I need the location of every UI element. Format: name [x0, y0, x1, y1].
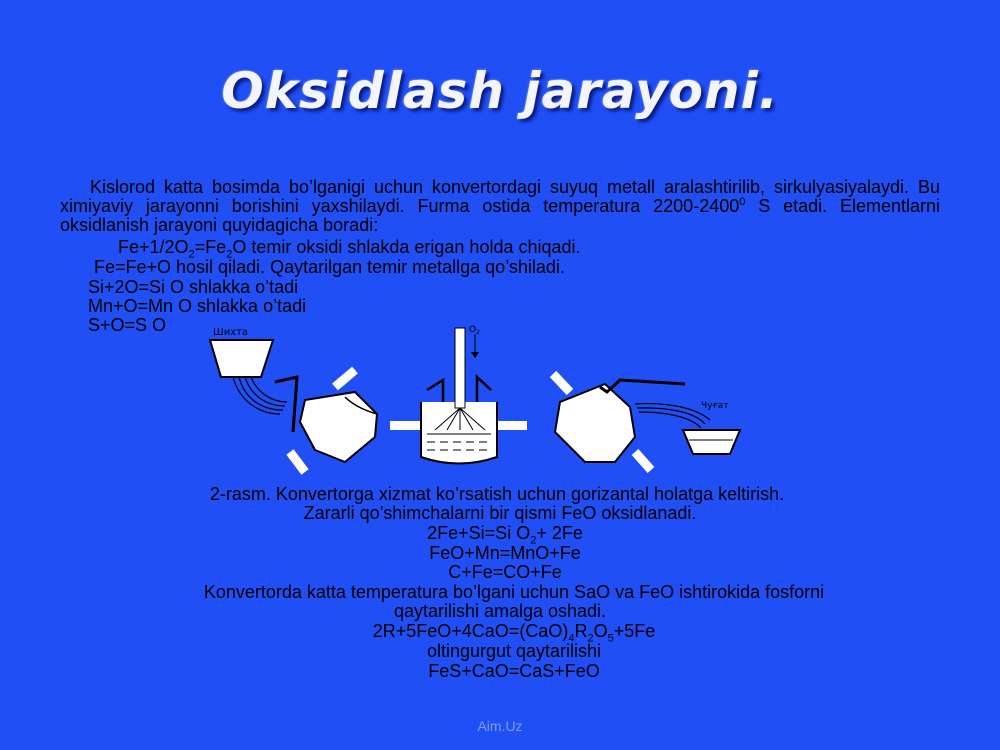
figure-caption: 2-rasm. Konvertorga xizmat ko’rsatish uchun gorizantal holatga keltirish.: [209, 484, 785, 504]
converter-tilted-left: [275, 370, 377, 472]
label-oxygen-symbol: O: [469, 325, 477, 335]
reaction-iron-oxide: [118, 237, 581, 261]
slide-title: Oksidlash jarayoni.: [221, 62, 779, 120]
equation-part: R: [574, 621, 588, 641]
label-oxygen-subscript: 2: [476, 329, 480, 336]
equation-part: +5Fe: [613, 621, 656, 641]
equation-subscript: 2: [530, 534, 537, 547]
equation-sulfur: FeS+CaO=CaS+FeO: [428, 661, 600, 681]
equation-carbon: C+Fe=CO+Fe: [448, 562, 562, 582]
equation-subscript: 4: [568, 632, 575, 645]
caption-sulfur-note: oltingurgut qaytarilishi: [426, 641, 602, 661]
reaction-part: Fe+1/2O: [118, 237, 189, 257]
converter-upright: [390, 328, 527, 464]
converter-tilted-right: [553, 374, 710, 470]
reaction-subscript: 2: [188, 248, 195, 261]
equation-phosphorus: [14, 621, 1000, 645]
equation-manganese: FeO+Mn=MnO+Fe: [429, 543, 581, 563]
intro-text-end: S etadi. Elementlarni oksidlanish jarayoni quyidagicha boradi:: [60, 196, 941, 235]
equation-subscript: 5: [607, 632, 614, 645]
caption-phosphorus-note: Konvertorda katta temperatura bo’lgani uchun SaO va FeO ishtirokida fosforni: [203, 582, 825, 602]
equation-part: 2R+5FeO+4CaO=(CaO): [372, 621, 569, 641]
reaction-subscript: 2: [226, 248, 233, 261]
equation-silicon: [5, 523, 1000, 547]
label-oxygen: [469, 325, 480, 336]
reaction-part: =Fe: [194, 237, 227, 257]
footer-credit: Aim.Uz: [477, 718, 523, 734]
converter-diagram: [205, 322, 765, 482]
reaction-silicon: Si+2O=Si O shlakka o’tadi: [88, 277, 299, 297]
reaction-sulfur: S+O=S O: [88, 315, 167, 335]
reaction-iron: Fe=Fe+O hosil qiladi. Qaytarilgan temir metallga qo’shiladi.: [94, 257, 565, 277]
caption-feo-note: Zararli qo’shimchalarni bir qismi FeO oksidlanadi.: [303, 503, 697, 523]
label-shixta: Шихта: [213, 327, 249, 338]
equation-part: 2Fe+Si=Si O: [427, 523, 531, 543]
reaction-manganese: Mn+O=Mn O shlakka o’tadi: [88, 296, 307, 316]
equation-part: + 2Fe: [536, 523, 583, 543]
intro-paragraph: [60, 178, 940, 235]
equation-subscript: 2: [587, 632, 594, 645]
intro-text-start: Kislorod katta bosimda bo’lganigi uchun konvertordagi suyuq metall aralashtirilib, sirkulyasiyalaydi. Bu ximiyaviy jarayonni borishini yaxshilaydi. Furma ostida temperatura 2200-2400: [60, 177, 940, 216]
equation-part: O: [593, 621, 608, 641]
intro-temp-superscript: 0: [739, 196, 746, 208]
caption-reduction-note: qaytarilishi amalga oshadi.: [393, 601, 607, 621]
reaction-part: O temir oksidi shlakda erigan holda chiqadi.: [232, 237, 581, 257]
charge-hopper: [210, 340, 287, 414]
ladle: [683, 430, 740, 454]
label-chugat: Чуғат: [701, 401, 729, 411]
